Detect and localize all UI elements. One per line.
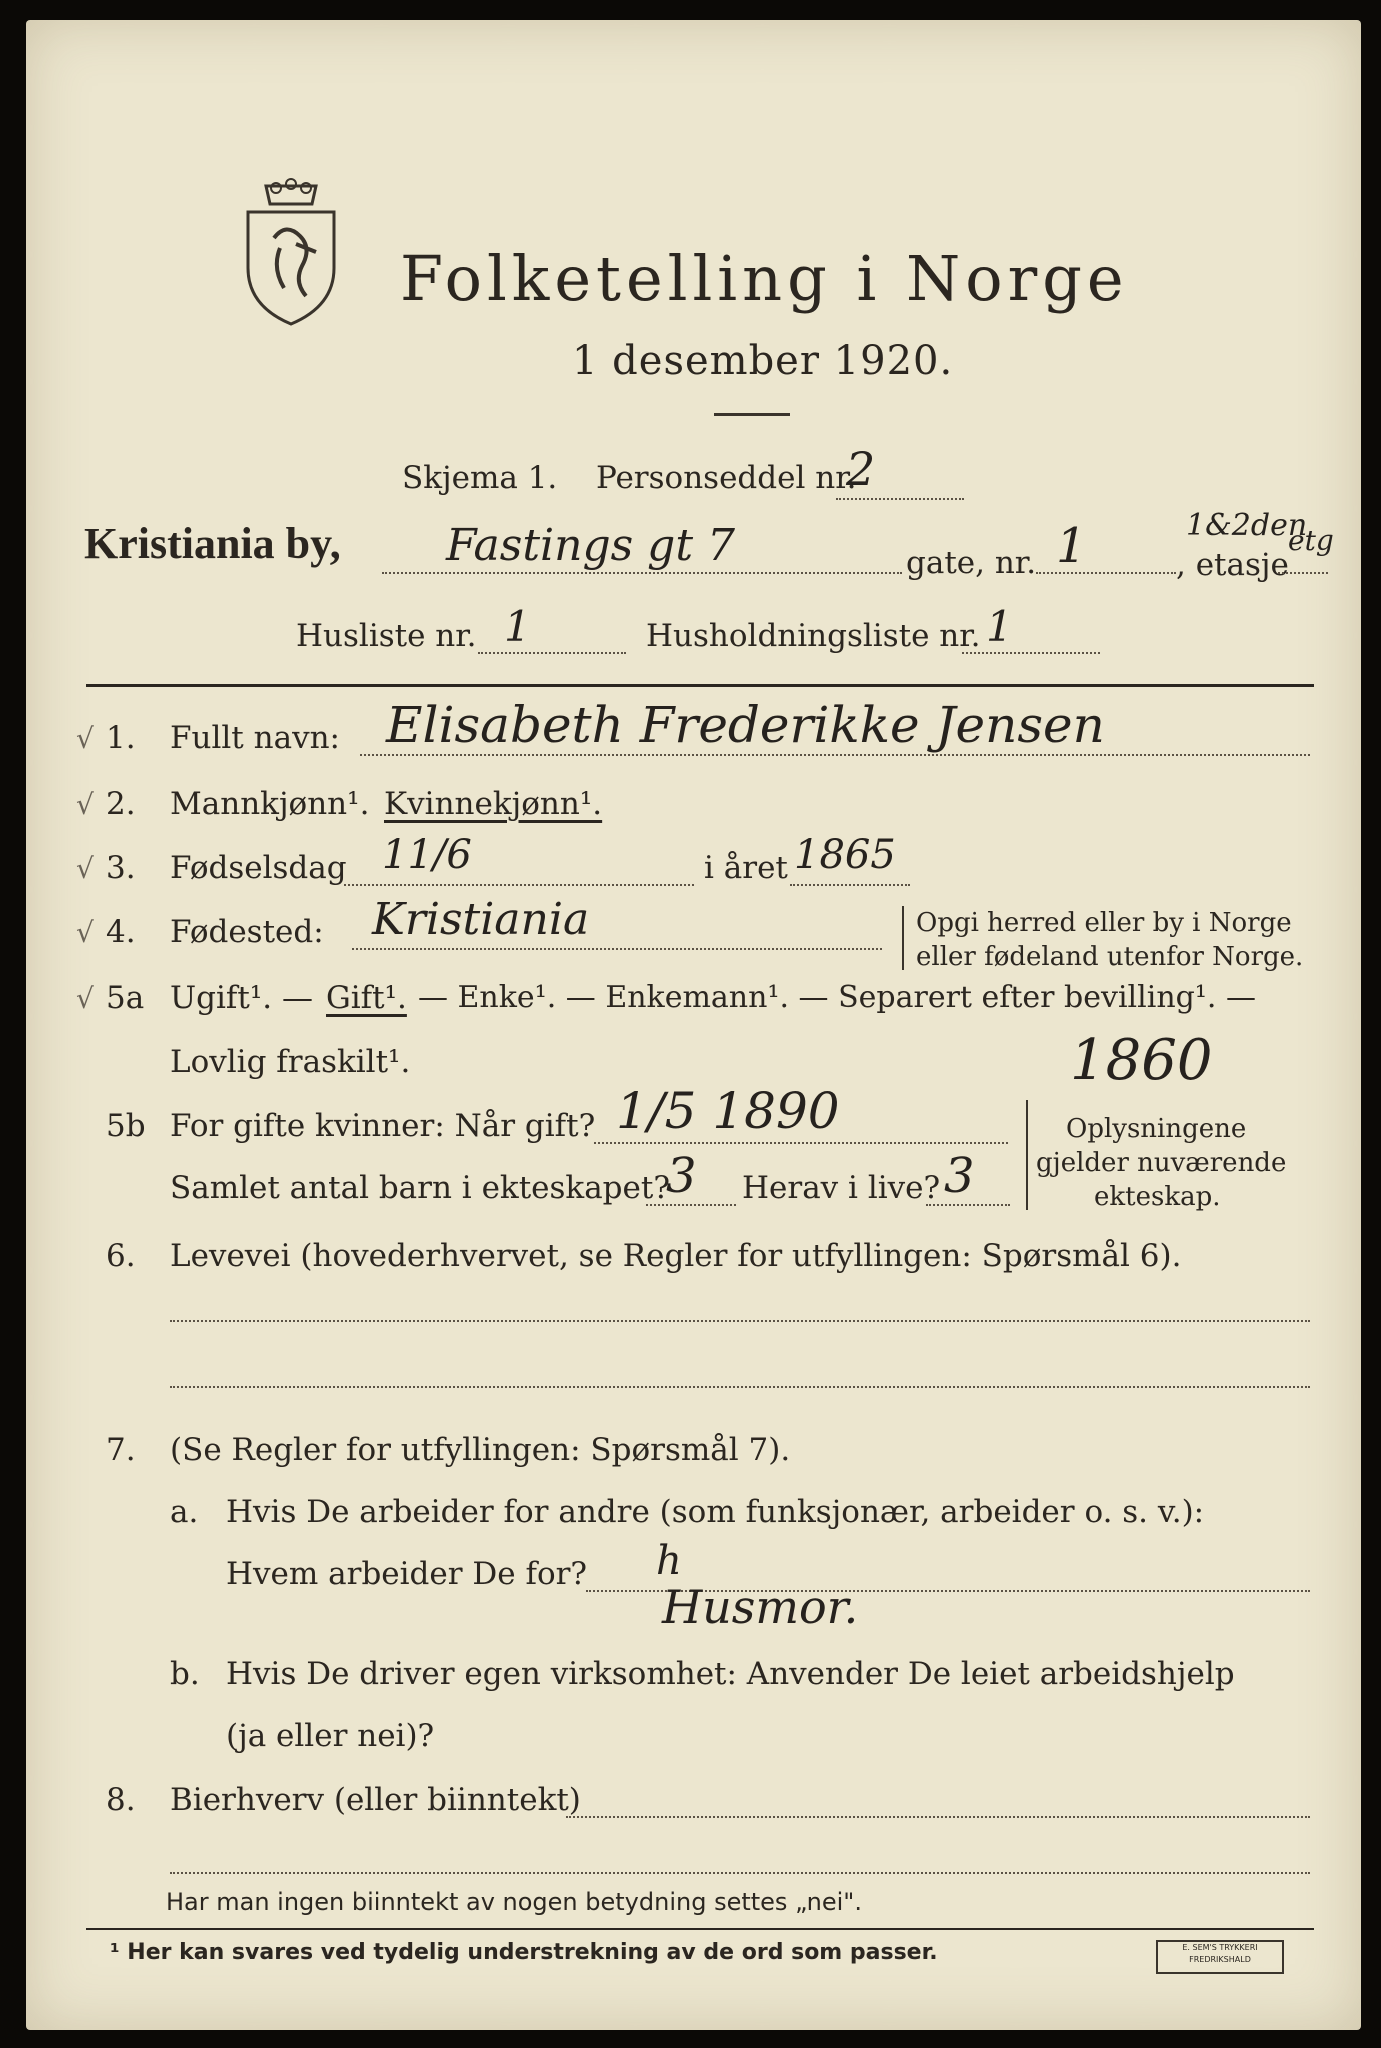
q5a-ugift: Ugift¹. — [170, 980, 273, 1016]
form-title: Folketelling i Norge — [400, 242, 1129, 315]
q3-year-value: 1865 — [794, 832, 896, 878]
q5b-label: For gifte kvinner: Når gift? — [170, 1108, 596, 1144]
q4-note-brace — [902, 906, 912, 970]
q7-label: (Se Regler for utfyllingen: Spørsmål 7). — [170, 1432, 791, 1468]
q7b-letter: b. — [170, 1656, 200, 1692]
q4-value: Kristiania — [372, 894, 590, 945]
q5b-children-label: Samlet antal barn i ekteskapet? — [170, 1170, 670, 1206]
q7a-line2: Hvem arbeider De for? — [226, 1556, 588, 1592]
gate-nr-value: 1 — [1056, 518, 1087, 574]
q5b-married-line — [594, 1142, 1008, 1144]
q4-note-line1: Opgi herred eller by i Norge — [916, 908, 1292, 938]
q7a-line1: Hvis De arbeider for andre (som funksjonær, arbeider o. s. v.): — [226, 1494, 1205, 1530]
q5b-alive-value: 3 — [944, 1148, 975, 1204]
q5a-rest: — Enke¹. — Enkemann¹. — Separert efter bevilling¹. — — [418, 980, 1256, 1015]
q1-number: 1. — [106, 720, 136, 756]
q3-day-line — [344, 884, 694, 886]
q5b-note-line2: gjelder nuværende — [1036, 1148, 1287, 1178]
etasje-value-top: 1&2den — [1186, 508, 1308, 543]
q2-check-mark: √ — [76, 788, 94, 821]
section-divider — [86, 684, 1314, 687]
census-date: 1 desember 1920. — [572, 338, 954, 384]
q5a-check-mark: √ — [76, 982, 94, 1015]
etasje-line — [1278, 572, 1328, 574]
q8-number: 8. — [106, 1782, 136, 1818]
q5b-alive-label: Herav i live? — [742, 1170, 941, 1206]
q5b-children-line — [646, 1204, 736, 1206]
q7b-line2: (ja eller nei)? — [226, 1718, 435, 1754]
street-value: Fastings gt 7 — [446, 520, 736, 571]
title-divider — [714, 413, 790, 416]
q1-value: Elisabeth Frederikke Jensen — [386, 696, 1105, 754]
personseddel-line — [836, 498, 964, 500]
q3-number: 3. — [106, 850, 136, 886]
q3-year-line — [790, 884, 910, 886]
q5b-alive-line — [926, 1204, 1010, 1206]
husliste-line — [478, 652, 626, 654]
q8-label: Bierhverv (eller biinntekt) — [170, 1782, 581, 1818]
personseddel-value: 2 — [846, 442, 876, 496]
city-label: Kristiania by, — [84, 519, 341, 568]
q1-check-mark: √ — [76, 722, 94, 755]
q3-check-mark: √ — [76, 852, 94, 885]
q6-line1 — [170, 1320, 1310, 1322]
q4-note-line2: eller fødeland utenfor Norge. — [916, 942, 1304, 972]
q6-label: Levevei (hovederhvervet, se Regler for utfyllingen: Spørsmål 6). — [170, 1238, 1182, 1274]
census-form-paper — [26, 20, 1361, 2030]
q6-line2 — [170, 1386, 1310, 1388]
etasje-value-bottom: etg — [1288, 524, 1334, 557]
street-line — [382, 572, 902, 574]
footnote: ¹ Her kan svares ved tydelig understrekning av de ord som passer. — [110, 1940, 938, 1965]
q2-female-label: Kvinnekjønn¹. — [384, 786, 603, 822]
q4-label: Fødested: — [170, 914, 324, 950]
q7-number: 7. — [106, 1432, 136, 1468]
q5b-married-value: 1/5 1890 — [616, 1082, 840, 1140]
gate-nr-label: gate, nr. — [906, 545, 1037, 581]
q5b-number: 5b — [106, 1108, 146, 1144]
footer-note: Har man ingen biinntekt av nogen betydning settes „nei". — [166, 1888, 862, 1916]
q3-year-label: i året — [704, 850, 788, 886]
husliste-value: 1 — [504, 602, 531, 651]
q5b-note-line1: Oplysningene — [1066, 1114, 1247, 1144]
q7a-value-stroke: h — [656, 1538, 682, 1584]
coat-of-arms-icon — [236, 178, 346, 328]
q5a-number: 5a — [106, 980, 145, 1016]
personseddel-label: Personseddel nr. — [596, 460, 857, 496]
q7b-line1: Hvis De driver egen virksomhet: Anvender De leiet arbeidshjelp — [226, 1656, 1235, 1692]
q4-number: 4. — [106, 914, 136, 950]
q1-label: Fullt navn: — [170, 720, 340, 756]
etasje-label: , etasje — [1176, 547, 1289, 583]
husholdning-line — [962, 652, 1100, 654]
q5a-dash: — — [282, 980, 313, 1016]
husliste-label: Husliste nr. — [296, 618, 477, 654]
q1-line — [360, 754, 1310, 756]
q8-line2 — [170, 1872, 1310, 1874]
q7a-letter: a. — [170, 1494, 199, 1530]
q5b-note-brace — [1026, 1100, 1036, 1210]
q3-day-value: 11/6 — [382, 832, 472, 878]
q5a-gift: Gift¹. — [326, 980, 407, 1016]
printer-stamp — [1156, 1940, 1284, 1974]
q5b-note-line3: ekteskap. — [1094, 1182, 1221, 1212]
q4-line — [352, 948, 882, 950]
q6-number: 6. — [106, 1238, 136, 1274]
q4-check-mark: √ — [76, 916, 94, 949]
q3-label: Fødselsdag — [170, 850, 347, 886]
q5b-children-value: 3 — [666, 1148, 697, 1204]
husholdning-label: Husholdningsliste nr. — [646, 618, 981, 654]
printer-stamp-line1: E. SEM'S TRYKKERI — [1182, 1943, 1258, 1952]
q8-line1 — [566, 1816, 1310, 1818]
q2-male-label: Mannkjønn¹. — [170, 786, 370, 822]
q7a-value: Husmor. — [662, 1580, 859, 1634]
husholdning-value: 1 — [986, 602, 1013, 651]
q5a-margin-note: 1860 — [1070, 1028, 1213, 1093]
skjema-label: Skjema 1. — [402, 460, 558, 496]
footer-divider — [86, 1928, 1314, 1930]
q2-number: 2. — [106, 786, 136, 822]
q5a-line2: Lovlig fraskilt¹. — [170, 1044, 411, 1080]
printer-stamp-line2: FREDRIKSHALD — [1189, 1955, 1251, 1964]
